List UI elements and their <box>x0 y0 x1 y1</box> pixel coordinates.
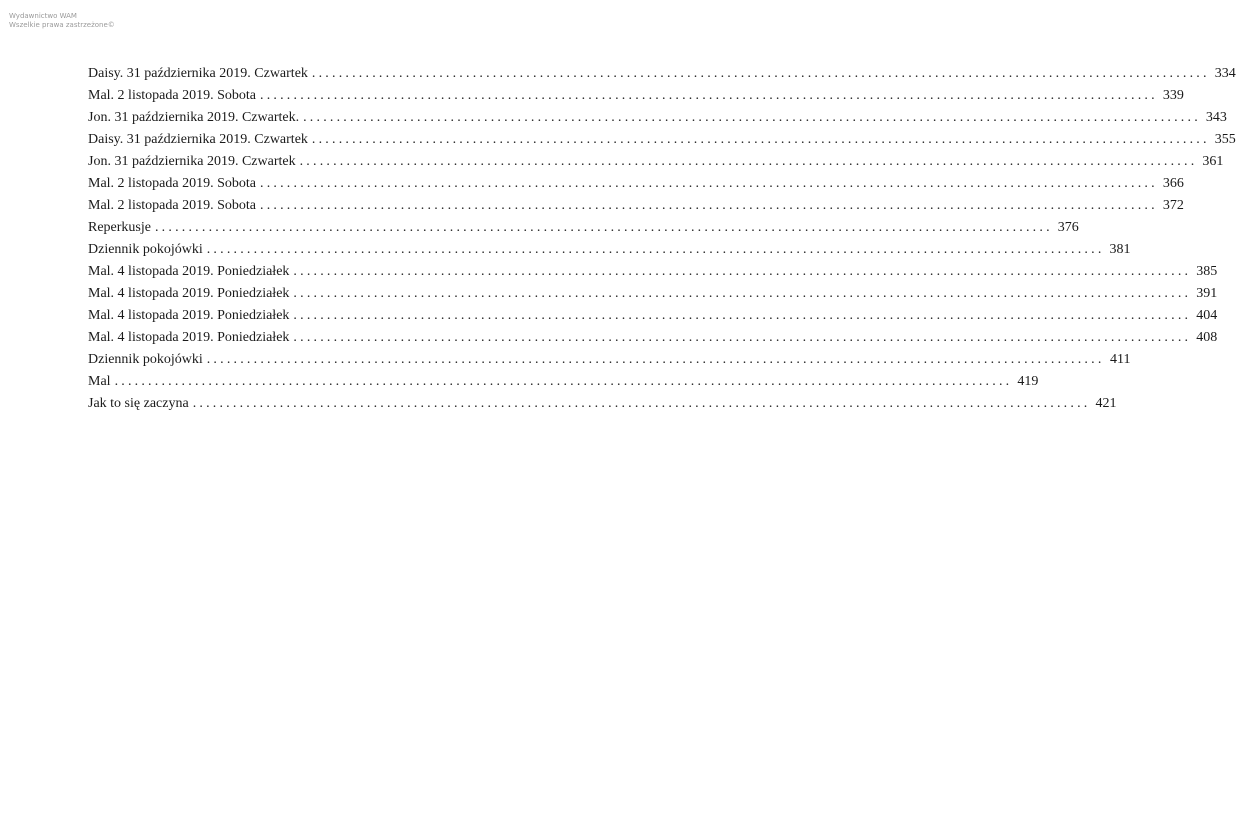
toc-entry-page-number: 334 <box>1214 66 1236 81</box>
toc-entry <box>88 151 1224 173</box>
toc-entry <box>88 129 1236 151</box>
toc-entry-title: Mal. 4 listopada 2019. Poniedziałek <box>88 286 290 301</box>
toc-entry-page-number: 355 <box>1214 132 1236 147</box>
toc-entry <box>88 349 1131 371</box>
toc-entry-title: Dziennik pokojówki <box>88 242 203 257</box>
watermark-publisher-name: Wydawnictwo WAM <box>9 12 77 20</box>
toc-entry <box>88 107 1227 129</box>
toc-entry-title: Mal. 4 listopada 2019. Poniedziałek <box>88 308 290 323</box>
toc-entry-title: Daisy. 31 października 2019. Czwartek <box>88 132 308 147</box>
toc-entry <box>88 305 1218 327</box>
toc-entry <box>88 261 1218 283</box>
toc-dot-leader: ...................................................................................................................................... <box>293 330 1192 345</box>
watermark-copyright: Wszelkie prawa zastrzeżone© <box>9 21 115 29</box>
toc-entry-title: Jon. 31 października 2019. Czwartek. <box>88 110 300 125</box>
toc-entry <box>88 85 1184 107</box>
toc-entry <box>88 393 1117 415</box>
toc-entry-title: Reperkusje <box>88 220 151 235</box>
toc-entry-title: Mal. 4 listopada 2019. Poniedziałek <box>88 264 290 279</box>
toc-entry <box>88 195 1184 217</box>
toc-entry-page-number: 411 <box>1110 352 1131 367</box>
toc-entry <box>88 371 1039 393</box>
toc-entry <box>88 239 1131 261</box>
toc-dot-leader: ...................................................................................................................................... <box>114 374 1013 389</box>
toc-dot-leader: ...................................................................................................................................... <box>260 176 1158 191</box>
toc-dot-leader: ...................................................................................................................................... <box>299 154 1198 169</box>
toc-entry <box>88 283 1218 305</box>
toc-entry-title: Mal. 2 listopada 2019. Sobota <box>88 198 256 213</box>
toc-entry-title: Jon. 31 października 2019. Czwartek <box>88 154 296 169</box>
toc-entry <box>88 173 1184 195</box>
toc-dot-leader: ...................................................................................................................................... <box>311 132 1210 147</box>
table-of-contents <box>88 63 1236 415</box>
toc-entry-page-number: 343 <box>1205 110 1227 125</box>
toc-dot-leader: ...................................................................................................................................... <box>260 198 1158 213</box>
toc-entry <box>88 217 1079 239</box>
toc-dot-leader: ...................................................................................................................................... <box>260 88 1158 103</box>
toc-entry-page-number: 419 <box>1017 374 1039 389</box>
toc-dot-leader: ...................................................................................................................................... <box>303 110 1201 125</box>
toc-entry-title: Mal <box>88 374 111 389</box>
toc-entry-title: Dziennik pokojówki <box>88 352 203 367</box>
toc-entry-page-number: 339 <box>1162 88 1184 103</box>
toc-entry-page-number: 421 <box>1095 396 1117 411</box>
toc-dot-leader: ...................................................................................................................................... <box>311 66 1210 81</box>
toc-entry <box>88 327 1218 349</box>
toc-dot-leader: ...................................................................................................................................... <box>293 264 1192 279</box>
toc-entry-page-number: 376 <box>1057 220 1079 235</box>
toc-entry-page-number: 408 <box>1196 330 1218 345</box>
toc-entry <box>88 63 1236 85</box>
toc-entry-title: Daisy. 31 października 2019. Czwartek <box>88 66 308 81</box>
toc-dot-leader: ...................................................................................................................................... <box>154 220 1053 235</box>
toc-entry-title: Mal. 2 listopada 2019. Sobota <box>88 88 256 103</box>
publisher-watermark <box>9 12 115 30</box>
toc-entry-title: Mal. 2 listopada 2019. Sobota <box>88 176 256 191</box>
toc-dot-leader: ...................................................................................................................................... <box>206 352 1105 367</box>
toc-dot-leader: ...................................................................................................................................... <box>192 396 1091 411</box>
toc-dot-leader: ...................................................................................................................................... <box>293 308 1192 323</box>
toc-entry-page-number: 372 <box>1162 198 1184 213</box>
toc-entry-page-number: 404 <box>1196 308 1218 323</box>
toc-dot-leader: ...................................................................................................................................... <box>206 242 1105 257</box>
toc-entry-title: Mal. 4 listopada 2019. Poniedziałek <box>88 330 290 345</box>
toc-entry-page-number: 366 <box>1162 176 1184 191</box>
toc-entry-page-number: 391 <box>1196 286 1218 301</box>
toc-dot-leader: ...................................................................................................................................... <box>293 286 1192 301</box>
toc-entry-page-number: 385 <box>1196 264 1218 279</box>
toc-entry-page-number: 361 <box>1202 154 1224 169</box>
toc-entry-title: Jak to się zaczyna <box>88 396 189 411</box>
toc-entry-page-number: 381 <box>1109 242 1131 257</box>
